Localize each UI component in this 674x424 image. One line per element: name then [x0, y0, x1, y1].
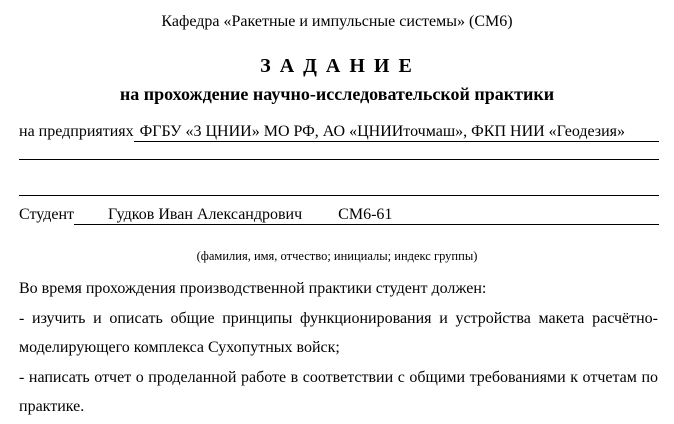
body-task-2-line-1: - написать отчет о проделанной работе в соответствии с общими требованиями к отчетам по — [19, 368, 658, 386]
student-field — [19, 206, 659, 225]
enterprises-field — [19, 123, 659, 142]
body-task-2-line-2: практике. — [19, 398, 85, 415]
student-field-caption: (фамилия, имя, отчество; инициалы; индекс группы) — [196, 249, 478, 263]
body-task-1-line-2: моделирующего комплекса Сухопутных войск; — [19, 339, 340, 356]
document-subtitle: на прохождение научно-исследовательской практики — [119, 84, 555, 104]
student-group-index: СМ6-61 — [338, 206, 393, 223]
student-name: Гудков Иван Александрович — [108, 206, 303, 223]
blank-ruled-line-1 — [19, 159, 659, 160]
student-label: Студент — [19, 206, 75, 223]
student-fill-line — [74, 206, 659, 225]
body-intro-line: Во время прохождения производственной практики студент должен: — [19, 280, 487, 297]
enterprises-value: ФГБУ «3 ЦНИИ» МО РФ, АО «ЦНИИточмаш», ФКП НИИ «Геодезия» — [134, 123, 659, 142]
assignment-body — [19, 274, 658, 422]
blank-ruled-line-2 — [19, 195, 659, 196]
enterprises-label: на предприятиях — [19, 123, 134, 140]
document-title: З А Д А Н И Е — [260, 55, 414, 77]
body-task-1-line-1: - изучить и описать общие принципы функционирования и устройства макета расчётно- — [19, 309, 658, 327]
department-line: Кафедра «Ракетные и импульсные системы» (СМ6) — [161, 13, 513, 30]
